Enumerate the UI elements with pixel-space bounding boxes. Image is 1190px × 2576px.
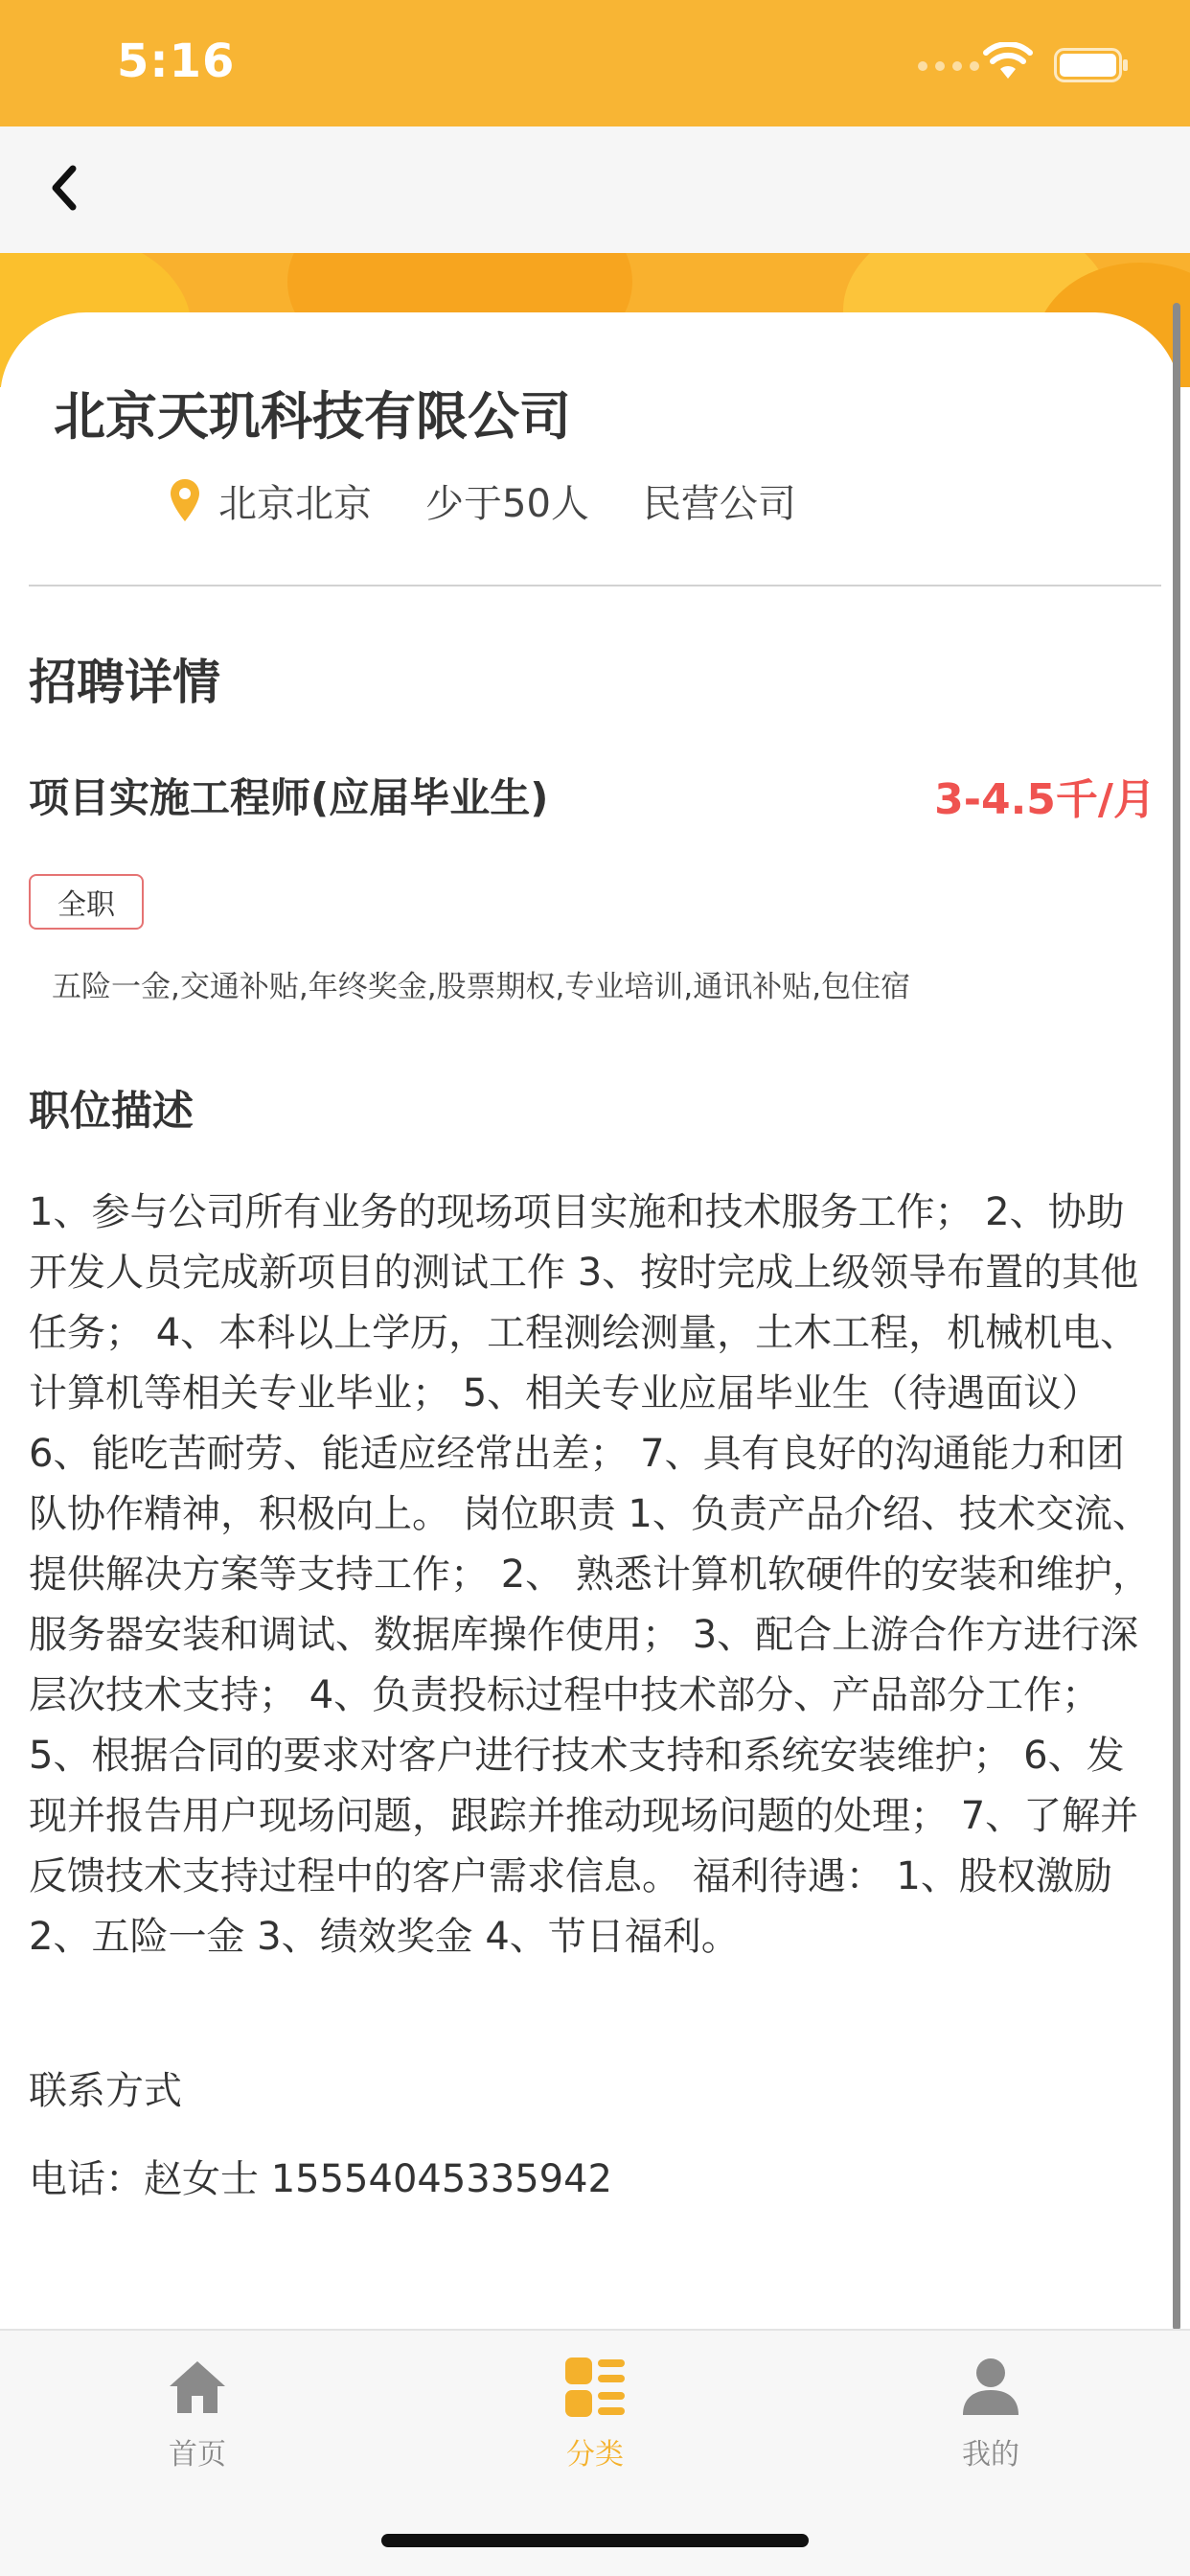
company-type: 民营公司 <box>642 481 796 526</box>
company-meta <box>169 472 850 529</box>
tab-profile[interactable] <box>895 2356 1087 2490</box>
tab-home[interactable] <box>102 2356 293 2490</box>
tab-profile-label: 我的 <box>962 2438 1019 2472</box>
location-pin-icon <box>169 477 201 523</box>
salary: 3-4.5千/月 <box>934 775 1156 824</box>
navigation-bar <box>0 126 1190 253</box>
category-icon <box>563 2356 627 2419</box>
job-type-badge: 全职 <box>29 874 144 930</box>
job-description: 1、参与公司所有业务的现场项目实施和技术服务工作； 2、协助开发人员完成新项目的测试工作 3、按时完成上级领导布置的其他任务； 4、本科以上学历，工程测绘测量，土木工程，机械机电、计算机等相关专业毕业； 5、相关专业应届毕业生（待遇面议） 6、能吃苦耐劳、能适应经常出差； 7、具有良好的沟通能力和团队协作精神，积极向上。 岗位职责 1、负责产品介绍、技术交流、提供解决方案等支持工作； 2、 熟悉计算机软硬件的安装和维护，服务器安装和调试、数据库操作使用； 3、配合上游合作方进行深层次技术支持； 4、负责投标过程中技术部分、产品部分工作； 5、根据合同的要求对客户进行技术支持和系统安装维护； 6、发现并报告用户现场问题，跟踪并推动现场问题的处理； 7、了解并反馈技术支持过程中的客户需求信息。 福利待遇： 1、股权激励 2、五险一金 3、绩效奖金 4、节日福利。 <box>29 1190 1151 1959</box>
profile-icon <box>959 2356 1022 2419</box>
company-name: 北京天玑科技有限公司 <box>54 386 571 447</box>
benefits-list: 五险一金,交通补贴,年终奖金,股票期权,专业培训,通讯补贴,包住宿 <box>52 970 911 1004</box>
divider <box>29 585 1161 586</box>
job-title: 项目实施工程师(应届毕业生) <box>29 774 549 821</box>
contact-title: 联系方式 <box>29 2069 182 2113</box>
cellular-signal-icon <box>918 61 979 71</box>
contact-phone[interactable]: 电话：赵女士 15554045335942 <box>29 2157 613 2201</box>
company-location: 北京北京 <box>218 481 372 526</box>
home-indicator[interactable] <box>381 2534 809 2547</box>
home-icon <box>166 2356 229 2419</box>
company-size: 少于50人 <box>425 481 589 526</box>
status-time: 5:16 <box>117 34 236 88</box>
recruit-section-title: 招聘详情 <box>29 655 220 710</box>
tab-category[interactable] <box>499 2356 691 2490</box>
tab-home-label: 首页 <box>169 2438 226 2472</box>
wifi-icon <box>983 42 1033 80</box>
description-title: 职位描述 <box>29 1088 194 1136</box>
battery-icon <box>1054 48 1129 82</box>
back-chevron-icon[interactable] <box>46 161 80 215</box>
scrollbar[interactable] <box>1173 303 1180 2331</box>
tab-category-label: 分类 <box>566 2438 624 2472</box>
